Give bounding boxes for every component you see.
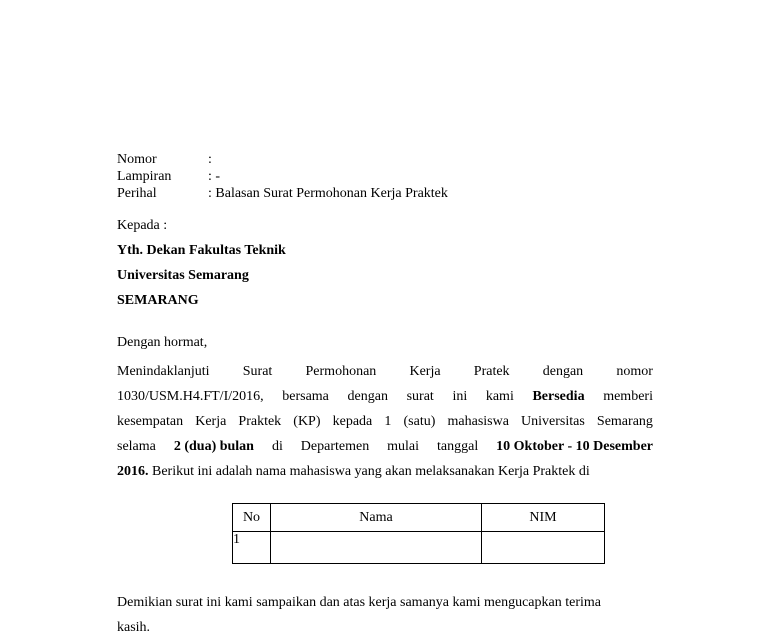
cell-nim	[482, 532, 605, 564]
table-header-row	[233, 504, 605, 532]
word: Praktek	[238, 414, 282, 429]
bersedia-bold: Bersedia	[532, 389, 585, 404]
year-bold: 2016.	[117, 464, 149, 479]
col-header-no: No	[233, 504, 271, 532]
student-table	[232, 503, 605, 564]
word: nomor	[616, 364, 653, 379]
word: Departemen	[300, 439, 370, 454]
word: Kerja	[409, 364, 441, 379]
body-line-3	[117, 409, 653, 434]
word: kami	[485, 389, 514, 404]
col-header-nama: Nama	[271, 504, 482, 532]
date-range-bold: 10 Oktober - 10 Desember	[496, 439, 653, 454]
word: di	[271, 439, 283, 454]
lampiran-label: Lampiran	[117, 169, 172, 184]
word: (KP)	[293, 414, 321, 429]
closing-line-2: kasih.	[117, 620, 151, 635]
word: dengan	[542, 364, 584, 379]
word: Kerja	[195, 414, 227, 429]
cell-no: 1	[233, 532, 271, 564]
word: Menindaklanjuti	[117, 364, 210, 379]
word: selama	[117, 439, 156, 454]
recipient-line-2: Universitas Semarang	[117, 268, 249, 283]
word: surat	[406, 389, 434, 404]
word: Permohonan	[305, 364, 377, 379]
nomor-row	[117, 151, 448, 168]
perihal-label: Perihal	[117, 186, 157, 201]
nomor-value: :	[208, 152, 212, 167]
cell-nama	[271, 532, 482, 564]
word: kesempatan	[117, 414, 184, 429]
recipient-line-1: Yth. Dekan Fakultas Teknik	[117, 243, 286, 258]
table-row	[233, 532, 605, 564]
word: bersama	[282, 389, 329, 404]
word: dengan	[347, 389, 388, 404]
closing-paragraph	[117, 590, 653, 640]
word: Semarang	[596, 414, 653, 429]
word: tanggal	[437, 439, 479, 454]
word: 1	[384, 414, 392, 429]
word: Surat	[242, 364, 273, 379]
lampiran-value: : -	[208, 169, 221, 184]
perihal-row	[117, 185, 448, 202]
perihal-value: : Balasan Surat Permohonan Kerja Praktek	[208, 186, 448, 201]
body-line-5-text: Berikut ini adalah nama mahasiswa yang akan melaksanakan Kerja Praktek di	[148, 464, 590, 479]
body-line-4	[117, 434, 653, 459]
word: (satu)	[403, 414, 436, 429]
body-line-2	[117, 384, 653, 409]
word: memberi	[603, 389, 653, 404]
body-paragraph	[117, 359, 653, 484]
lampiran-row	[117, 168, 448, 185]
word: Universitas	[521, 414, 585, 429]
word: mahasiswa	[447, 414, 509, 429]
closing-line-1	[117, 590, 653, 615]
nomor-label: Nomor	[117, 152, 157, 167]
closing-line-1-text: Demikian surat ini kami sampaikan dan atas kerja samanya kami mengucapkan terima	[117, 595, 601, 610]
greeting: Dengan hormat,	[117, 335, 208, 350]
letter-header	[117, 151, 448, 202]
kepada-label: Kepada :	[117, 218, 168, 233]
recipient-line-3: SEMARANG	[117, 293, 199, 308]
word: kepada	[332, 414, 373, 429]
word: Pratek	[473, 364, 510, 379]
body-line-1	[117, 359, 653, 384]
col-header-nim: NIM	[482, 504, 605, 532]
word: mulai	[387, 439, 420, 454]
body-line-5	[117, 459, 653, 484]
letter-number: 1030/USM.H4.FT/I/2016,	[117, 389, 264, 404]
word: ini	[452, 389, 468, 404]
duration-bold: 2 (dua) bulan	[173, 439, 254, 454]
